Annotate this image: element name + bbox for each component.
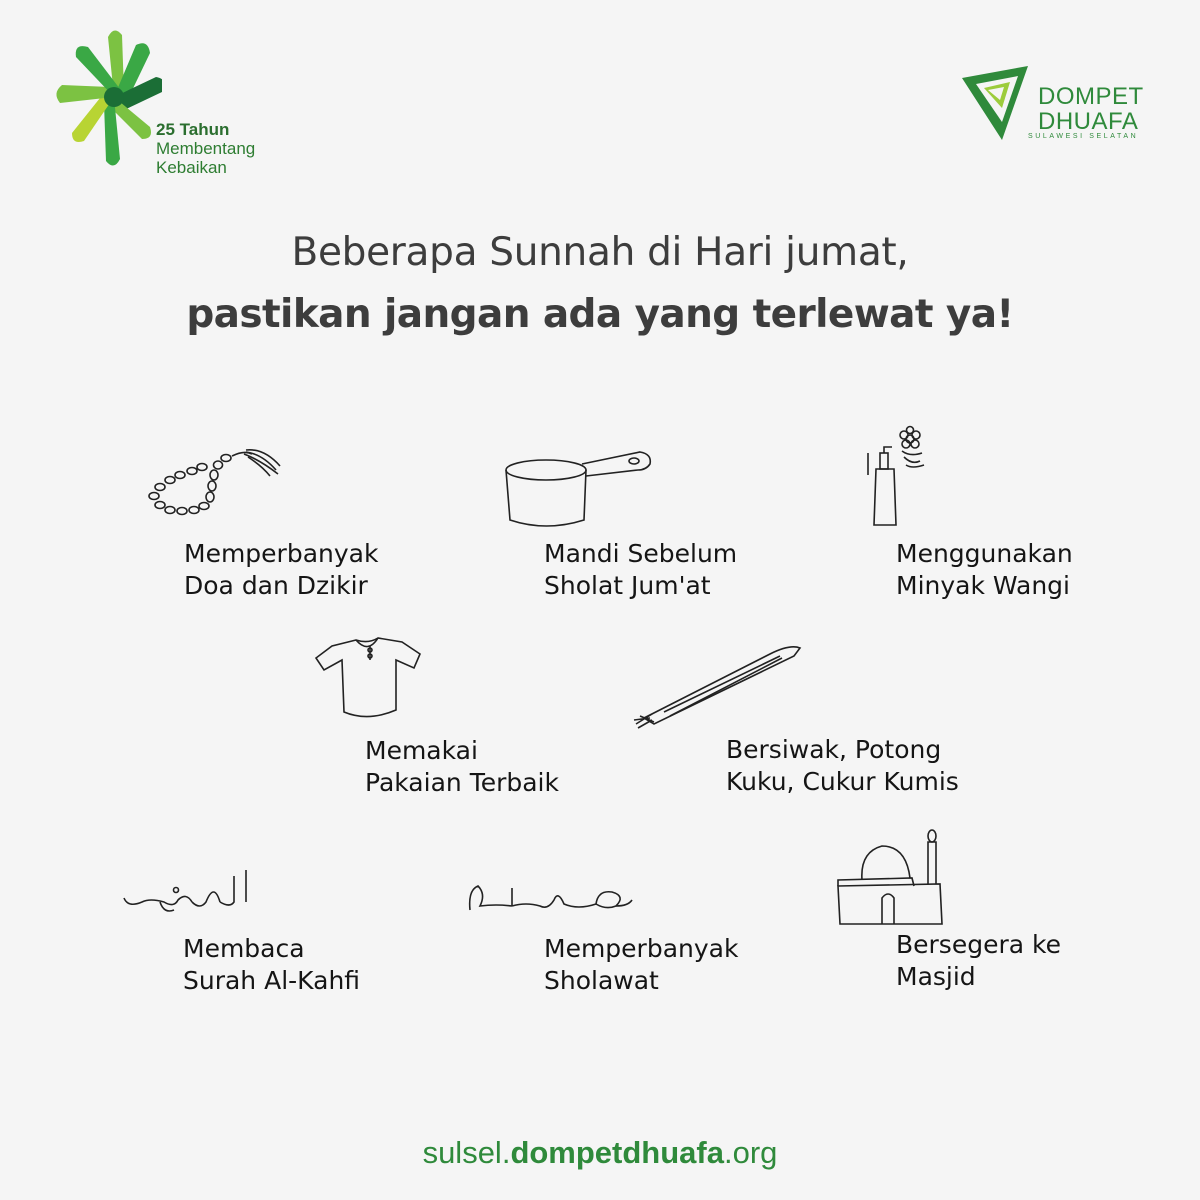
dompet-dhuafa-logo xyxy=(958,60,1158,150)
item-2-line-2: Sholat Jum'at xyxy=(544,571,711,600)
item-6-label xyxy=(183,933,360,997)
item-5-label xyxy=(726,734,959,798)
siwak-stick-icon xyxy=(630,636,810,731)
anniversary-tagline-1: Membentang xyxy=(156,139,256,158)
anniversary-years-label: 25 Tahun xyxy=(156,120,230,139)
item-8-label xyxy=(896,929,1061,993)
item-7-line-1: Memperbanyak xyxy=(544,934,739,963)
anniversary-logo xyxy=(52,22,292,182)
item-7-line-2: Sholawat xyxy=(544,966,659,995)
item-2-line-1: Mandi Sebelum xyxy=(544,539,738,568)
item-5-line-1: Bersiwak, Potong xyxy=(726,735,942,764)
perfume-bottle-icon xyxy=(862,425,942,530)
water-dipper-icon xyxy=(500,440,660,535)
item-3-label xyxy=(896,538,1073,602)
anniversary-tagline-2: Kebaikan xyxy=(156,158,227,177)
item-1-line-2: Doa dan Dzikir xyxy=(184,571,368,600)
arabic-muhammad-icon xyxy=(466,876,636,926)
item-3-line-2: Minyak Wangi xyxy=(896,571,1070,600)
hands-logo-icon xyxy=(52,22,162,182)
item-6-line-2: Surah Al-Kahfi xyxy=(183,966,361,995)
headline-line-1: Beberapa Sunnah di Hari jumat, xyxy=(291,230,909,275)
brand-region: SULAWESI SELATAN xyxy=(1028,133,1139,140)
footer-suffix: .org xyxy=(724,1135,778,1170)
brand-word-dhuafa: DHUAFA xyxy=(1038,108,1139,135)
item-5-line-2: Kuku, Cukur Kumis xyxy=(726,767,959,796)
footer-website[interactable] xyxy=(0,1135,1200,1171)
arabic-al-kahfi-icon xyxy=(120,862,260,932)
item-6-line-1: Membaca xyxy=(183,934,305,963)
item-1-label xyxy=(184,538,378,602)
item-4-line-2: Pakaian Terbaik xyxy=(365,768,559,797)
item-4-label xyxy=(365,735,559,799)
item-8-line-2: Masjid xyxy=(896,962,976,991)
headline-line-2: pastikan jangan ada yang terlewat ya! xyxy=(186,292,1014,337)
item-4-line-1: Memakai xyxy=(365,736,478,765)
headline xyxy=(0,222,1200,346)
brand-word-dompet: DOMPET xyxy=(1038,83,1144,110)
item-1-line-1: Memperbanyak xyxy=(184,539,379,568)
shirt-icon xyxy=(312,632,422,724)
item-3-line-1: Menggunakan xyxy=(896,539,1073,568)
item-2-label xyxy=(544,538,737,602)
footer-domain: dompetdhuafa xyxy=(510,1135,724,1170)
dompet-dhuafa-emblem-icon xyxy=(958,60,1038,140)
prayer-beads-icon xyxy=(140,440,285,520)
item-8-line-1: Bersegera ke xyxy=(896,930,1061,959)
item-7-label xyxy=(544,933,738,997)
footer-prefix: sulsel. xyxy=(422,1135,511,1170)
mosque-icon xyxy=(836,826,956,928)
